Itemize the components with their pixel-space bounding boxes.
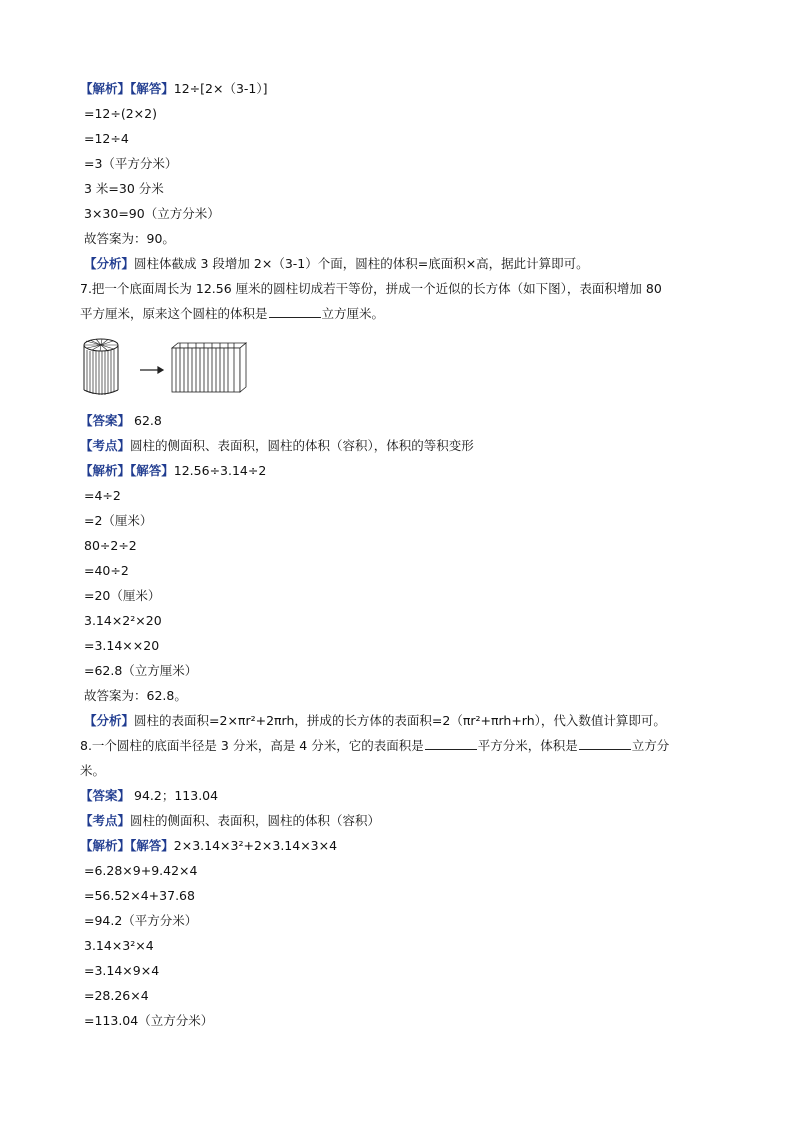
q8-formula-5: =3.14×9×4 xyxy=(84,963,160,978)
q8-question-part2: 平方分米，体积是 xyxy=(477,738,578,753)
b6-formula-0: 12÷[2×（3-1）] xyxy=(173,81,268,96)
q7-answer-line xyxy=(80,412,162,430)
b6-formula-4: 3 米=30 分米 xyxy=(84,181,164,196)
q8-answer: 94.2；113.04 xyxy=(134,788,219,803)
q7-formula-4: =40÷2 xyxy=(84,563,129,578)
q8-formula-4: 3.14×3²×4 xyxy=(84,938,154,953)
q8-answer-line xyxy=(80,787,218,805)
q7-kaodian-line xyxy=(80,437,474,455)
q8-formula-0: 2×3.14×3²+2×3.14×3×4 xyxy=(173,838,338,853)
q7-question-line2 xyxy=(80,305,384,323)
q8-formula-2: =56.52×4+37.68 xyxy=(84,888,195,903)
jiexi-tag: 【解析】 xyxy=(80,463,131,478)
answer-tag: 【答案】 xyxy=(80,413,131,428)
q7-formula-7: =3.14××20 xyxy=(84,638,160,653)
q8-question-line2: 米。 xyxy=(80,763,106,778)
fenxi-tag: 【分析】 xyxy=(84,713,135,728)
cuboid-illustration xyxy=(172,343,246,392)
q8-kaodian: 圆柱的侧面积、表面积，圆柱的体积（容积） xyxy=(130,813,381,828)
kaodian-tag: 【考点】 xyxy=(80,813,131,828)
q8-jiexi-line xyxy=(80,837,337,855)
q7-formula-3: 80÷2÷2 xyxy=(84,538,137,553)
q7-question-part1: 平方厘米，原来这个圆柱的体积是 xyxy=(80,306,268,321)
q7-question-line1: 7.把一个底面周长为 12.56 厘米的圆柱切成若干等份，拼成一个近似的长方体（如下图），表面积增加 80 xyxy=(80,281,662,296)
b6-formula-5: 3×30=90（立方分米） xyxy=(84,206,220,221)
jiexi-tag: 【解析】 xyxy=(80,81,131,96)
q8-formula-7: =113.04（立方分米） xyxy=(84,1013,214,1028)
jieda-tag: 【解答】 xyxy=(130,81,174,96)
q8-question-part1: 8.一个圆柱的底面半径是 3 分米，高是 4 分米，它的表面积是 xyxy=(80,738,424,753)
q7-formula-6: 3.14×2²×20 xyxy=(84,613,162,628)
b6-formula-3: =3（平方分米） xyxy=(84,156,178,171)
cylinder-to-cuboid-figure xyxy=(80,336,250,398)
q7-conclusion: 故答案为：62.8。 xyxy=(84,688,187,703)
q8-kaodian-line xyxy=(80,812,380,830)
fenxi-tag: 【分析】 xyxy=(84,256,135,271)
q8-question-line1 xyxy=(80,737,669,755)
b6-analysis xyxy=(84,255,589,273)
q7-kaodian: 圆柱的侧面积、表面积，圆柱的体积（容积），体积的等积变形 xyxy=(130,438,474,453)
q7-answer: 62.8 xyxy=(134,413,162,428)
q8-answer-blank-2 xyxy=(579,737,631,750)
q7-analysis-text: 圆柱的表面积=2×πr²+2πrh，拼成的长方体的表面积=2（πr²+πrh+rh），代入数值计算即可。 xyxy=(134,713,666,728)
q7-formula-5: =20（厘米） xyxy=(84,588,161,603)
kaodian-tag: 【考点】 xyxy=(80,438,131,453)
q7-question-part2: 立方厘米。 xyxy=(321,306,385,321)
b6-conclusion: 故答案为：90。 xyxy=(84,231,175,246)
jieda-tag: 【解答】 xyxy=(130,838,174,853)
b6-jiexi-line xyxy=(80,80,268,98)
q7-formula-1: =4÷2 xyxy=(84,488,121,503)
q8-formula-3: =94.2（平方分米） xyxy=(84,913,198,928)
b6-formula-1: =12÷(2×2) xyxy=(84,106,157,121)
b6-analysis-text: 圆柱体截成 3 段增加 2×（3-1）个面，圆柱的体积=底面积×高，据此计算即可。 xyxy=(134,256,589,271)
b6-formula-2: =12÷4 xyxy=(84,131,129,146)
q8-formula-6: =28.26×4 xyxy=(84,988,149,1003)
q7-formula-8: =62.8（立方厘米） xyxy=(84,663,198,678)
arrow-icon xyxy=(140,367,163,373)
jieda-tag: 【解答】 xyxy=(130,463,174,478)
q7-jiexi-line xyxy=(80,462,266,480)
answer-tag: 【答案】 xyxy=(80,788,131,803)
jiexi-tag: 【解析】 xyxy=(80,838,131,853)
q8-question-part3: 立方分 xyxy=(631,738,670,753)
cylinder-illustration xyxy=(84,339,118,395)
q7-answer-blank xyxy=(269,305,321,318)
q7-formula-0: 12.56÷3.14÷2 xyxy=(173,463,267,478)
q7-analysis xyxy=(84,712,666,730)
q8-formula-1: =6.28×9+9.42×4 xyxy=(84,863,198,878)
q8-answer-blank-1 xyxy=(425,737,477,750)
q7-formula-2: =2（厘米） xyxy=(84,513,153,528)
